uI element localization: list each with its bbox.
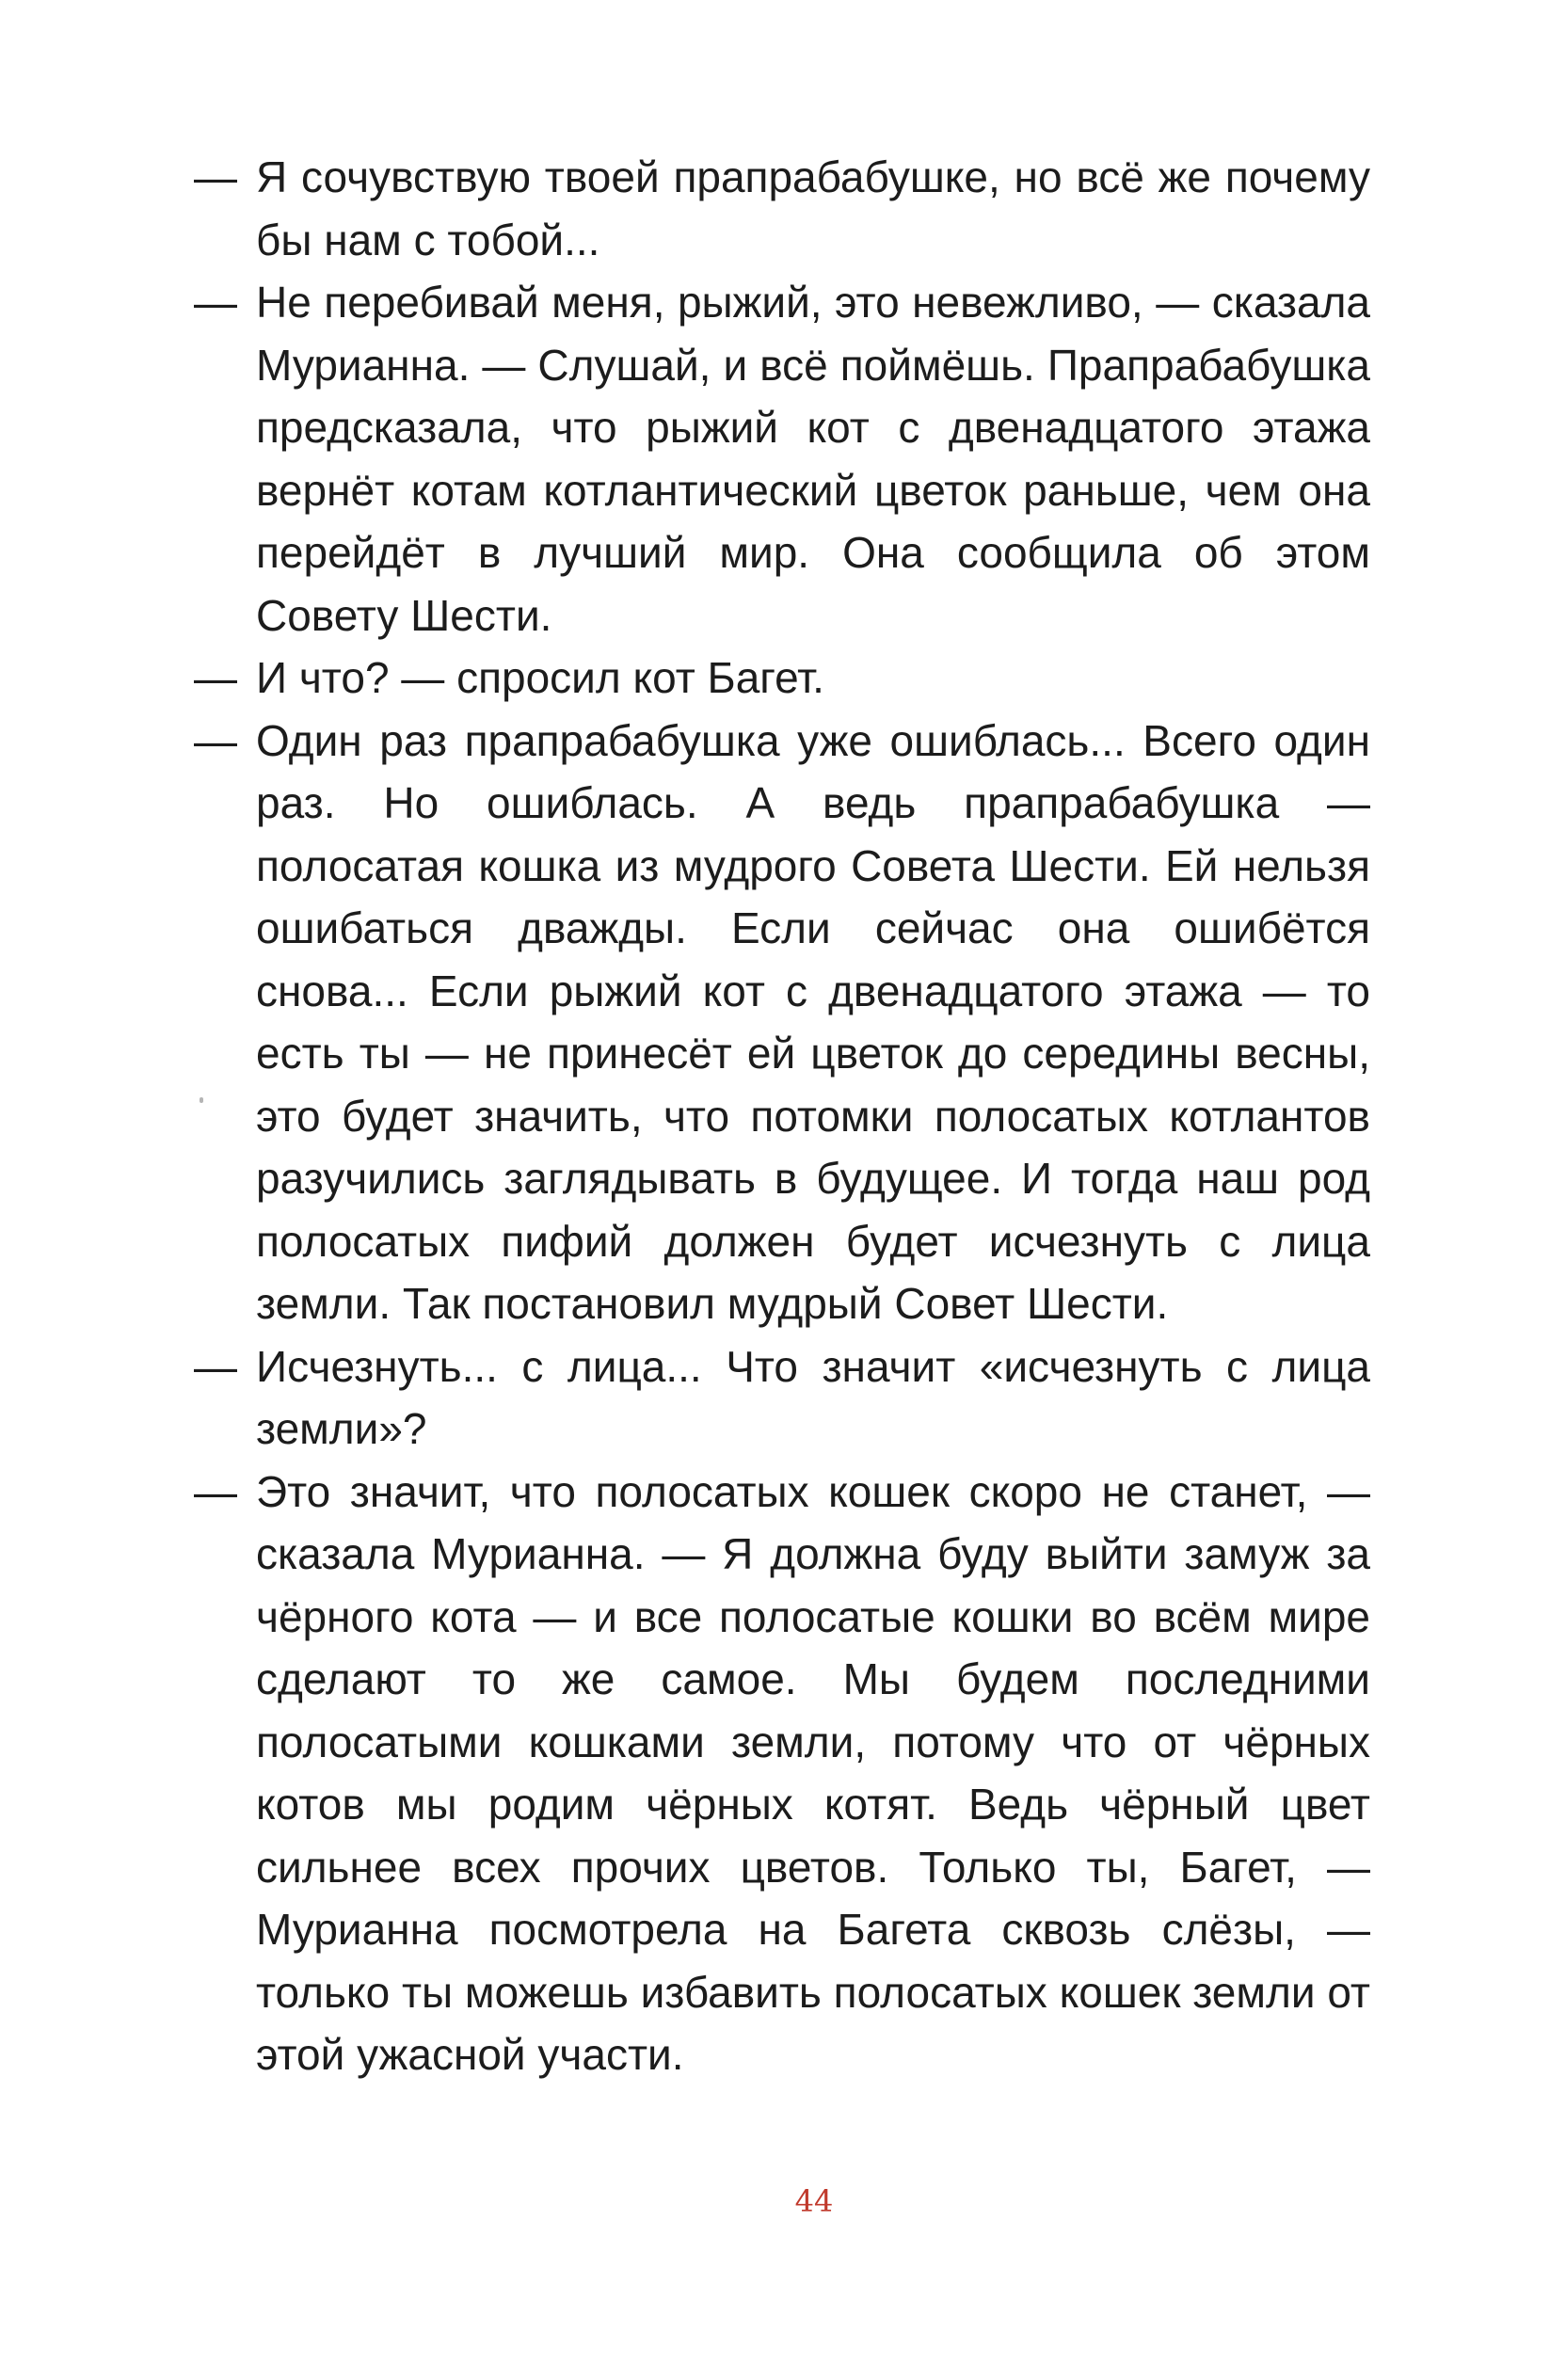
dialogue-dash: — (194, 1341, 237, 1391)
dialogue-paragraph (194, 710, 1370, 1335)
dialogue-paragraph (194, 146, 1370, 271)
dialogue-dash: — (194, 653, 237, 702)
dialogue-dash: — (194, 1466, 237, 1516)
dialogue-dash: — (194, 715, 237, 765)
dialogue-dash: — (194, 152, 237, 201)
page-number: 44 (794, 2183, 834, 2219)
dialogue-text (194, 146, 1370, 2086)
dialogue-paragraph (194, 647, 1370, 710)
dialogue-dash: — (194, 278, 237, 327)
dialogue-paragraph (194, 271, 1370, 647)
paragraph-text: Не перебивай меня, рыжий, это невежливо, — сказала Мурианна. — Слушай, и всё поймёшь. Прапрабабушка предсказала, что рыжий кот с двенадцатого этажа вернёт котам котлантический цветок раньше, чем она перейдёт в лучший мир. Она сообщила об этом Совету Шести. (256, 278, 1370, 640)
paragraph-text: Исчезнуть... с лица... Что значит «исчезнуть с лица земли»? (256, 1341, 1370, 1453)
paragraph-text: Я сочувствую твоей прапрабабушке, но всё же почему бы нам с тобой... (256, 152, 1370, 264)
scan-speck (200, 1097, 203, 1103)
paragraph-text: Один раз прапрабабушка уже ошиблась... Всего один раз. Но ошиблась. А ведь прапрабабушка — полосатая кошка из мудрого Совета Шести. Ей нельзя ошибаться дважды. Если сейчас она ошибётся снова... Если рыжий кот с двенадцатого этажа — то есть ты — не принесёт ей цветок до середины весны, это будет значить, что потомки полосатых котлантов разучились заглядывать в будущее. И тогда наш род полосатых пифий должен будет исчезнуть с лица земли. Так постановил мудрый Совет Шести. (256, 715, 1370, 1328)
paragraph-text: И что? — спросил кот Багет. (256, 653, 824, 702)
paragraph-text: Это значит, что полосатых кошек скоро не станет, — сказала Мурианна. — Я должна буду выйти замуж за чёрного кота — и все полосатые кошки во всём мире сделают то же самое. Мы будем последними полосатыми кошками земли, потому что от чёрных котов мы родим чёрных котят. Ведь чёрный цвет сильнее всех прочих цветов. Только ты, Багет, — Мурианна посмотрела на Багета сквозь слёзы, — только ты можешь избавить полосатых кошек земли от этой ужасной участи. (256, 1466, 1370, 2079)
dialogue-paragraph (194, 1461, 1370, 2086)
dialogue-paragraph (194, 1335, 1370, 1461)
